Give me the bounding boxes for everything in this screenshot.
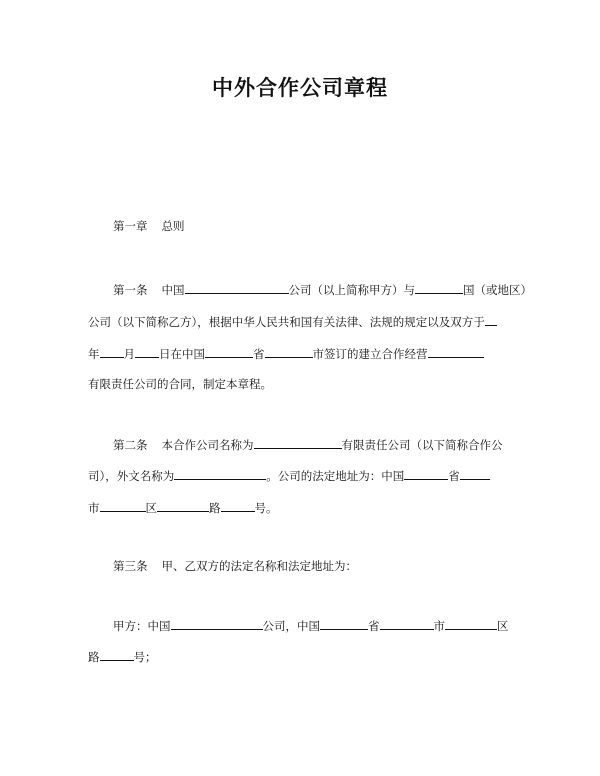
document-title: 中外合作公司章程 <box>212 76 388 100</box>
blank-field <box>320 617 368 630</box>
blank-field <box>445 617 497 630</box>
article-1-line-1 <box>113 281 532 298</box>
party-a-text: 路 <box>88 650 100 664</box>
blank-field <box>174 467 266 480</box>
article-2-text: 号。 <box>254 501 278 515</box>
article-1-text: 国（或地区） <box>463 283 532 297</box>
blank-field <box>205 345 253 358</box>
blank-field <box>380 617 434 630</box>
party-a-text: 公司，中国 <box>262 619 320 633</box>
blank-field <box>171 617 263 630</box>
blank-field <box>221 499 255 512</box>
article-3-text: 甲、乙双方的法定名称和法定地址为： <box>161 559 357 573</box>
article-1-line-2 <box>88 313 497 330</box>
article-2-text: 省 <box>448 469 460 483</box>
party-a-line-1 <box>113 617 509 634</box>
article-1-text: 市签订的建立合作经营 <box>312 347 428 361</box>
article-1-text: 年 <box>88 347 100 361</box>
blank-field <box>100 499 146 512</box>
chapter-label: 第一章 <box>113 219 148 233</box>
article-2-line-2 <box>88 467 490 484</box>
article-1-label: 第一条 <box>113 283 148 297</box>
blank-field <box>100 648 134 661</box>
article-2-text: 有限责任公司（以下简称合作公 <box>341 438 503 452</box>
party-a-text: 省 <box>368 619 380 633</box>
party-a-text: 市 <box>433 619 445 633</box>
blank-field <box>185 281 289 294</box>
blank-field <box>265 345 313 358</box>
blank-field <box>157 499 209 512</box>
article-1-text: 中国 <box>161 283 185 297</box>
article-1-text: 月 <box>123 347 135 361</box>
article-1-text: 公司（以上简称甲方）与 <box>288 283 415 297</box>
article-2-text: 市 <box>88 501 100 515</box>
chapter-name: 总则 <box>161 219 185 233</box>
article-1-text: 公司（以下简称乙方），根据中华人民共和国有关法律、法规的规定以及双方于 <box>88 315 485 329</box>
blank-field <box>460 467 490 480</box>
article-2-text: 路 <box>209 501 221 515</box>
article-2-text: 司），外文名称为 <box>88 469 175 483</box>
blank-field <box>100 345 124 358</box>
blank-field <box>415 281 463 294</box>
party-a-text: 甲方：中国 <box>113 619 171 633</box>
blank-field <box>428 345 484 358</box>
article-2-line-1 <box>113 436 503 453</box>
article-1-line-4: 有限责任公司的合同，制定本章程。 <box>88 377 272 391</box>
chapter-heading <box>113 218 185 234</box>
party-a-text: 区 <box>497 619 509 633</box>
article-1-text: 省 <box>253 347 265 361</box>
article-1-text: 日在中国 <box>159 347 205 361</box>
article-2-text: 区 <box>145 501 157 515</box>
blank-field <box>485 313 497 326</box>
blank-field <box>404 467 448 480</box>
article-2-line-3 <box>88 499 278 516</box>
party-a-line-2 <box>88 648 157 665</box>
blank-field <box>135 345 159 358</box>
article-1-line-3 <box>88 345 484 362</box>
article-2-text: 本合作公司名称为 <box>161 438 254 452</box>
article-2-label: 第二条 <box>113 438 148 452</box>
article-3-line-1 <box>113 558 357 574</box>
party-a-text: 号； <box>133 650 157 664</box>
blank-field <box>254 436 342 449</box>
article-2-text: 。公司的法定地址为：中国 <box>266 469 405 483</box>
article-3-label: 第三条 <box>113 559 148 573</box>
